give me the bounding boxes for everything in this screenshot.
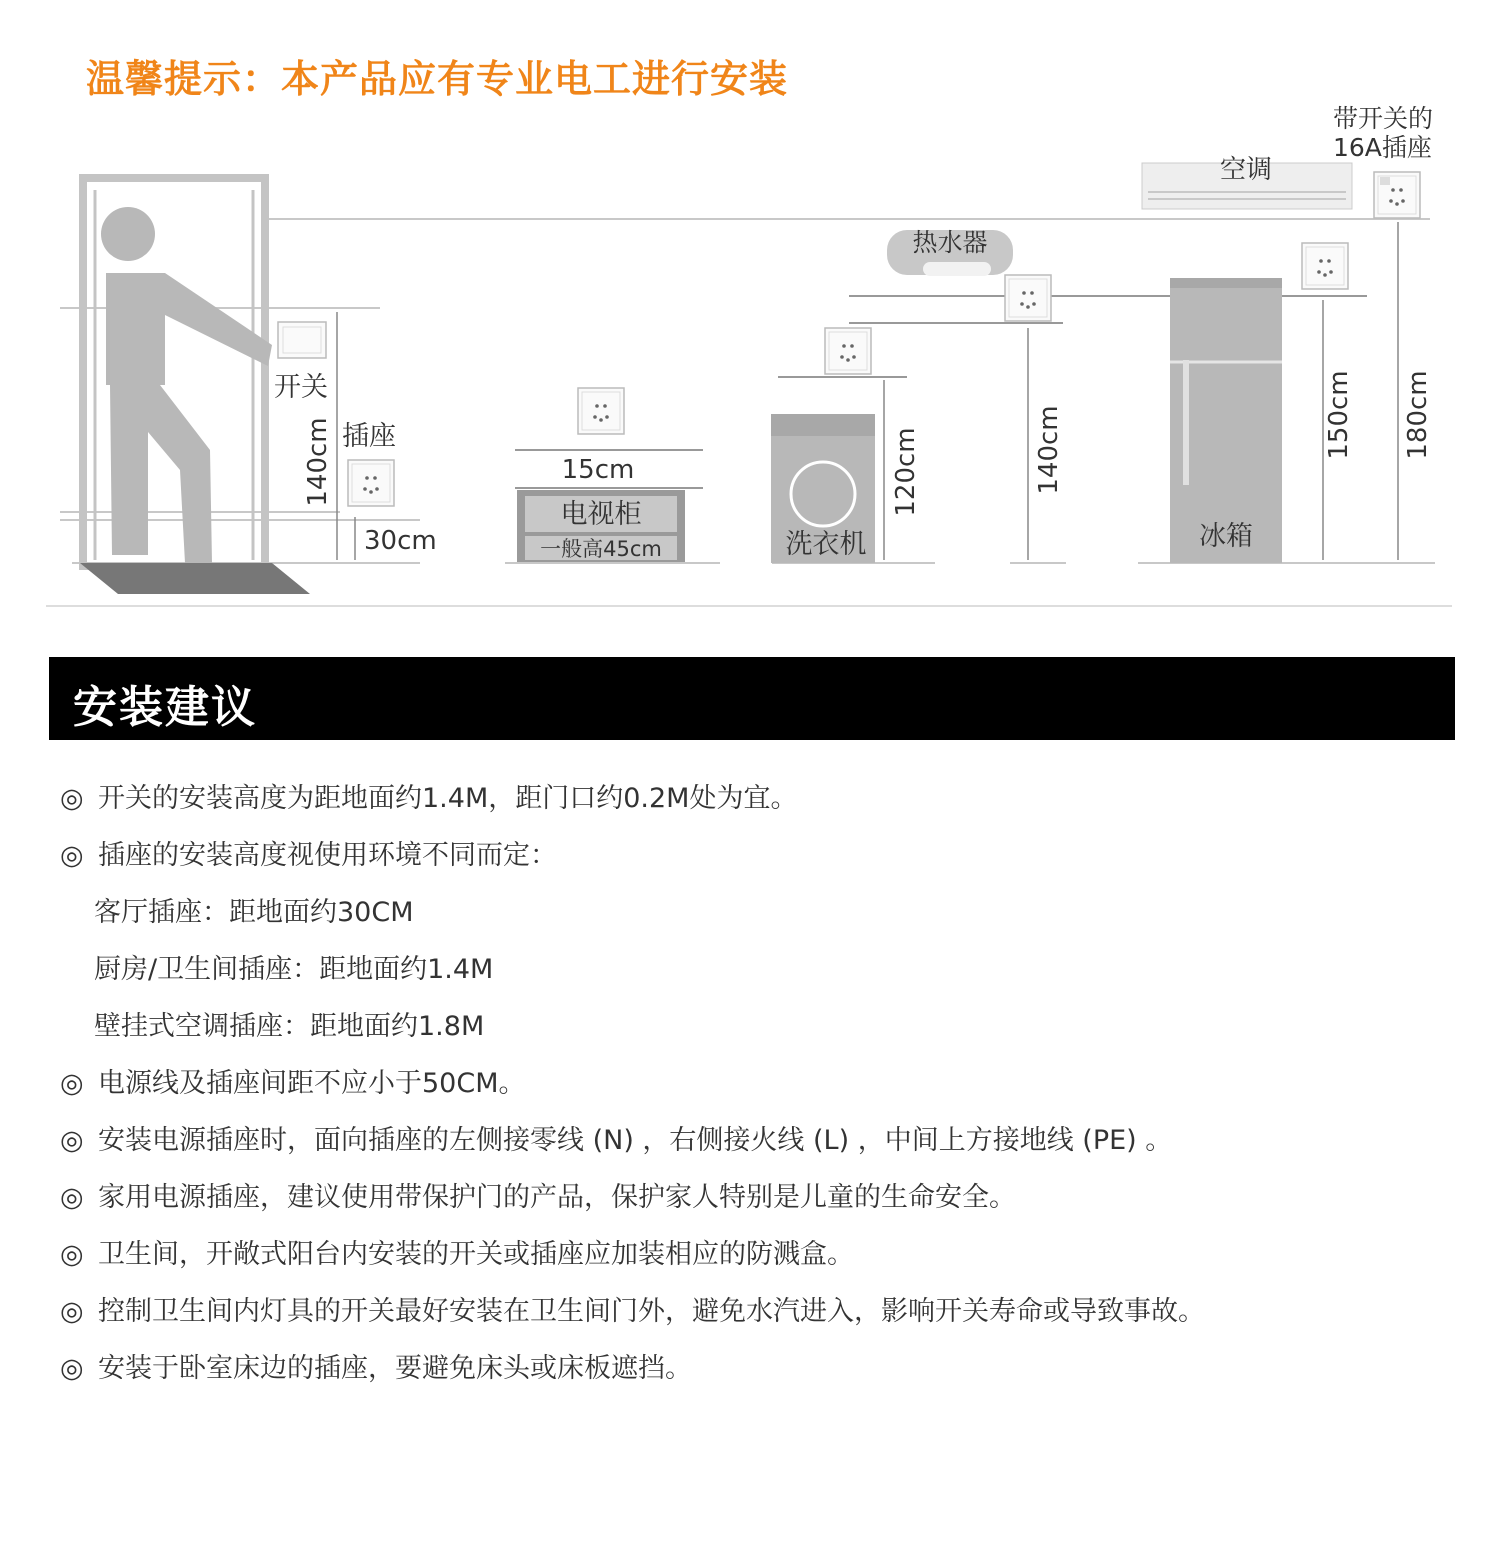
switch-label: 开关	[274, 372, 328, 403]
advice-item: ◎ 安装于卧室床边的插座，要避免床头或床板遮挡。	[60, 1340, 1480, 1397]
bullet-circle-icon: ◎	[60, 1125, 84, 1156]
bullet-circle-icon: ◎	[60, 783, 84, 814]
advice-item: ◎ 电源线及插座间距不应小于50CM。	[60, 1055, 1480, 1112]
washer-label: 洗衣机	[785, 529, 867, 560]
heater-socket-icon	[1005, 275, 1051, 321]
installation-height-diagram	[0, 0, 1500, 640]
person-legs	[110, 385, 212, 563]
section-title: 安装建议	[73, 682, 257, 733]
ac-height-label: 180cm	[1403, 370, 1433, 460]
person-body	[106, 273, 272, 385]
bullet-circle-icon: ◎	[60, 1239, 84, 1270]
washer-socket-icon	[825, 328, 871, 374]
socket-label: 插座	[342, 421, 396, 452]
socket-icon	[348, 460, 394, 506]
water-heater-label: 热水器	[912, 228, 988, 257]
person-head	[101, 207, 155, 261]
advice-item: ◎ 控制卫生间内灯具的开关最好安装在卫生间门外，避免水汽进入，影响开关寿命或导致事故。	[60, 1283, 1480, 1340]
advice-sub-item: 壁挂式空调插座：距地面约1.8M	[94, 1011, 485, 1042]
bullet-circle-icon: ◎	[60, 1182, 84, 1213]
tv-cabinet-height-label: 一般高45cm	[540, 537, 662, 561]
advice-item: ◎ 安装电源插座时，面向插座的左侧接零线 (N) ，右侧接火线 (L) ，中间上方接地线 (PE) 。	[60, 1112, 1480, 1169]
bullet-circle-icon: ◎	[60, 1296, 84, 1327]
tv-gap-label: 15cm	[561, 455, 635, 485]
advice-item: ◎ 卫生间，开敞式阳台内安装的开关或插座应加装相应的防溅盒。	[60, 1226, 1480, 1283]
ac-socket-label-line2: 16A插座	[1333, 133, 1432, 162]
advice-item: ◎ 插座的安装高度视使用环境不同而定：	[60, 827, 1480, 884]
ac-socket-icon	[1374, 172, 1420, 218]
warm-tip-heading: 温馨提示：本产品应有专业电工进行安装	[86, 57, 789, 101]
advice-item: ◎ 家用电源插座，建议使用带保护门的产品，保护家人特别是儿童的生命安全。	[60, 1169, 1480, 1226]
fridge-socket-icon	[1302, 243, 1348, 289]
advice-sub-item: 客厅插座：距地面约30CM	[94, 897, 414, 928]
tv-cabinet-label: 电视柜	[560, 499, 642, 530]
tv-socket-icon	[578, 388, 624, 434]
fridge-height-label: 150cm	[1324, 370, 1354, 460]
doormat	[80, 563, 310, 594]
bullet-circle-icon: ◎	[60, 840, 84, 871]
ac-label: 空调	[1219, 155, 1273, 185]
switch-height-label: 140cm	[303, 417, 333, 507]
advice-item: ◎ 开关的安装高度为距地面约1.4M，距门口约0.2M处为宜。	[60, 770, 1480, 827]
washer-height-label: 120cm	[891, 427, 921, 517]
switch-panel	[278, 322, 326, 358]
bullet-circle-icon: ◎	[60, 1353, 84, 1384]
section-banner	[49, 657, 1455, 740]
heater-height-label: 140cm	[1034, 405, 1064, 495]
bullet-circle-icon: ◎	[60, 1068, 84, 1099]
ac-socket-label-line1: 带开关的	[1333, 104, 1434, 133]
fridge-label: 冰箱	[1199, 521, 1253, 552]
advice-sub-item: 厨房/卫生间插座：距地面约1.4M	[94, 954, 494, 985]
socket-height-label: 30cm	[364, 526, 437, 556]
advice-list	[60, 770, 1480, 1397]
